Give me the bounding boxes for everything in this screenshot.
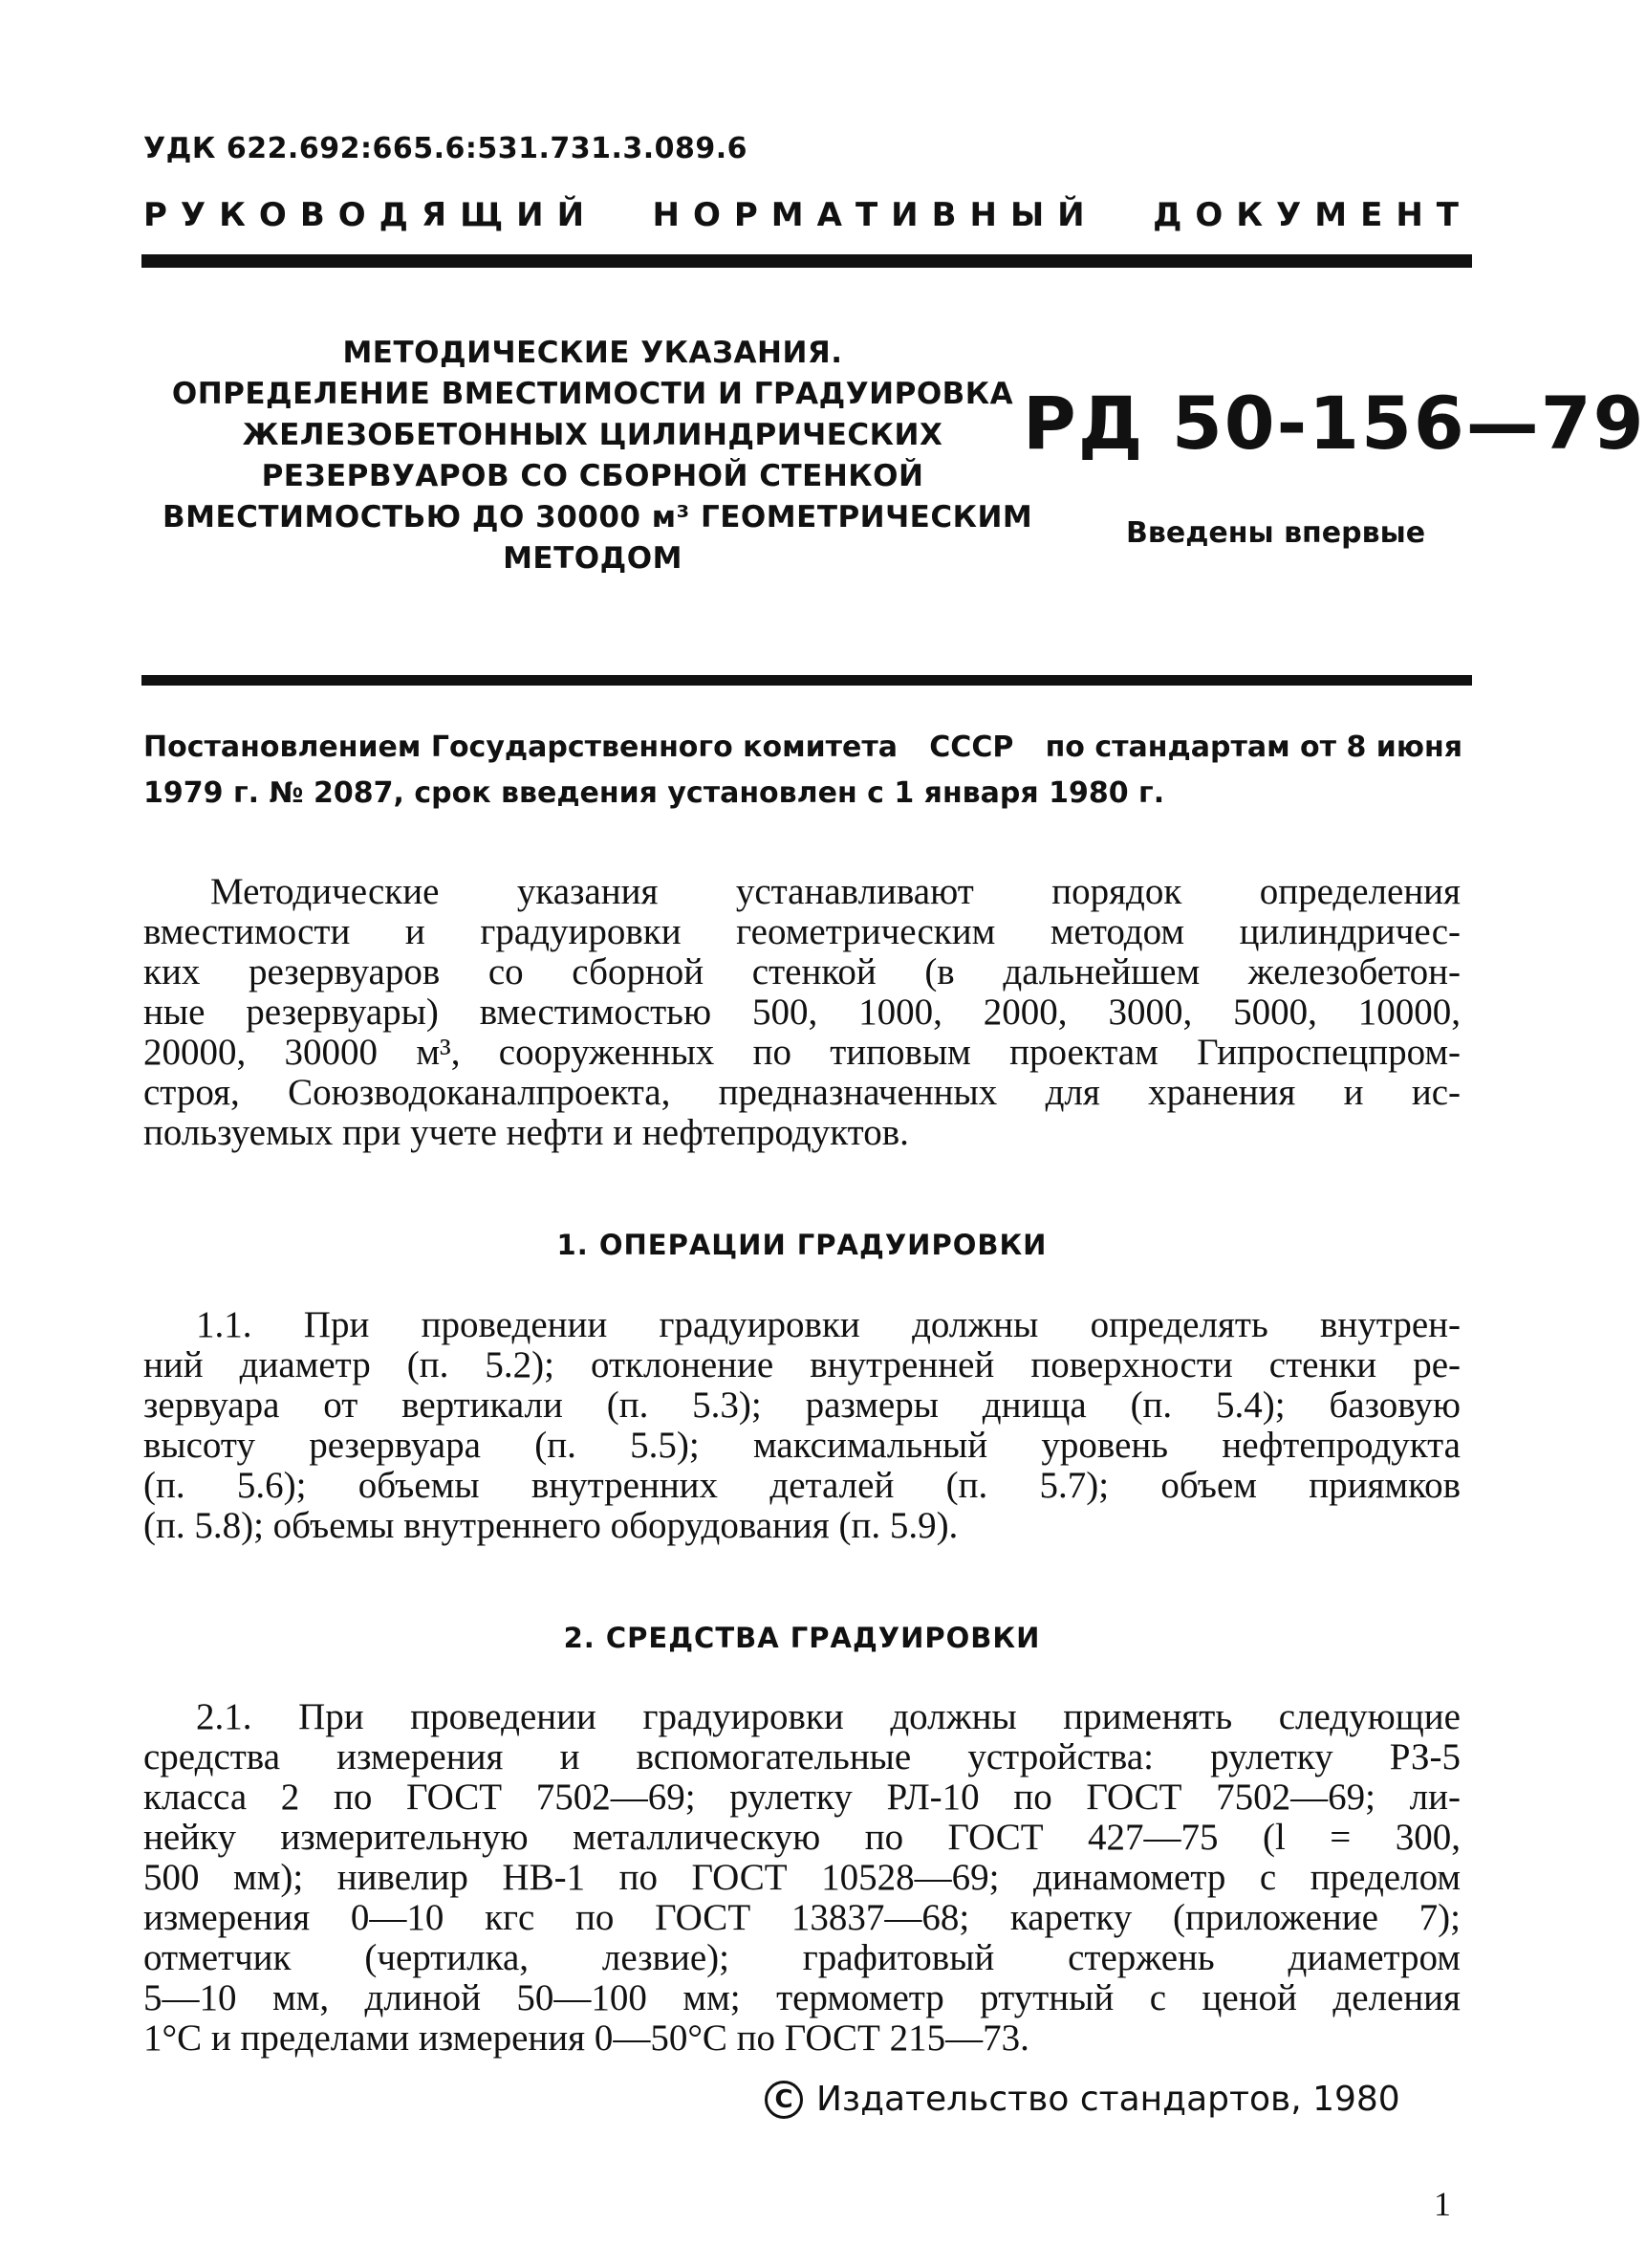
series-word-1: РУКОВОДЯЩИЙ bbox=[143, 196, 598, 234]
title-line: ВМЕСТИМОСТЬЮ ДО 30000 м³ ГЕОМЕТРИЧЕСКИМ bbox=[162, 500, 1033, 534]
title-line: МЕТОДИЧЕСКИЕ УКАЗАНИЯ. bbox=[342, 336, 843, 370]
paragraph-line: (п. 5.8); объемы внутреннего оборудования (п. 5.9). bbox=[143, 1505, 959, 1546]
section-2-paragraph bbox=[143, 1697, 1461, 2059]
title-line: ЖЕЛЕЗОБЕТОННЫХ ЦИЛИНДРИЧЕСКИХ bbox=[242, 418, 943, 452]
middle-rule bbox=[141, 675, 1472, 686]
series-word-2: НОРМАТИВНЫЙ bbox=[652, 196, 1098, 234]
paragraph-line: нейку измерительную металлическую по ГОСТ 427—75 (l = 300, bbox=[143, 1817, 1461, 1858]
title-line: МЕТОДОМ bbox=[503, 541, 682, 576]
intro-paragraph bbox=[143, 872, 1461, 1153]
paragraph-line: вместимости и градуировки геометрическим методом цилиндричес- bbox=[143, 911, 1461, 952]
paragraph-line: Методические указания устанавливают порядок определения bbox=[210, 871, 1461, 912]
paragraph-line: 1.1. При проведении градуировки должны определять внутрен- bbox=[196, 1304, 1461, 1345]
publisher-name: Издательство стандартов, 1980 bbox=[816, 2080, 1400, 2119]
paragraph-line: пользуемых при учете нефти и нефтепродуктов. bbox=[143, 1112, 909, 1153]
title-line: РЕЗЕРВУАРОВ СО СБОРНОЙ СТЕНКОЙ bbox=[261, 459, 924, 493]
udc-code: УДК 622.692:665.6:531.731.3.089.6 bbox=[143, 132, 748, 165]
paragraph-line: отметчик (чертилка, лезвие); графитовый стержень диаметром bbox=[143, 1937, 1461, 1978]
page-number: 1 bbox=[1434, 2185, 1451, 2223]
paragraph-line: 20000, 30000 м³, сооруженных по типовым проектам Гипроспецпром- bbox=[143, 1032, 1461, 1073]
paragraph-line: 2.1. При проведении градуировки должны применять следующие bbox=[196, 1696, 1461, 1737]
paragraph-line: зервуара от вертикали (п. 5.3); размеры днища (п. 5.4); базовую bbox=[143, 1385, 1461, 1426]
decree-text bbox=[143, 725, 1462, 817]
document-code: РД 50-156—79 bbox=[1023, 381, 1646, 466]
decree-part: СССР bbox=[929, 731, 1014, 764]
paragraph-line: средства измерения и вспомогательные устройства: рулетку РЗ-5 bbox=[143, 1736, 1461, 1777]
top-rule bbox=[141, 254, 1472, 268]
paragraph-line: 1°С и пределами измерения 0—50°С по ГОСТ 215—73. bbox=[143, 2017, 1029, 2059]
section-1-paragraph bbox=[143, 1305, 1461, 1546]
paragraph-line: ний диаметр (п. 5.2); отклонение внутренней поверхности стенки ре- bbox=[143, 1344, 1461, 1385]
section-2-heading: 2. СРЕДСТВА ГРАДУИРОВКИ bbox=[563, 1622, 1041, 1654]
copyright-icon: C bbox=[765, 2081, 803, 2119]
title-line: ОПРЕДЕЛЕНИЕ ВМЕСТИМОСТИ И ГРАДУИРОВКА bbox=[171, 377, 1014, 411]
paragraph-line: класса 2 по ГОСТ 7502—69; рулетку РЛ-10 по ГОСТ 7502—69; ли- bbox=[143, 1777, 1461, 1818]
publisher-line bbox=[765, 2080, 1400, 2119]
paragraph-line: строя, Союзводоканалпроекта, предназначенных для хранения и ис- bbox=[143, 1072, 1461, 1113]
paragraph-line: ные резервуары) вместимостью 500, 1000, 2000, 3000, 5000, 10000, bbox=[143, 992, 1461, 1033]
document-series bbox=[143, 196, 1472, 234]
series-word-3: ДОКУМЕНТ bbox=[1153, 196, 1472, 234]
decree-part: по стандартам от 8 июня bbox=[1045, 731, 1462, 764]
decree-line-1 bbox=[143, 725, 1462, 771]
decree-part: Постановлением Государственного комитета bbox=[143, 731, 899, 764]
paragraph-line: (п. 5.6); объемы внутренних деталей (п. 5.7); объем приямков bbox=[143, 1465, 1461, 1506]
section-1-heading: 1. ОПЕРАЦИИ ГРАДУИРОВКИ bbox=[556, 1229, 1048, 1261]
document-title bbox=[162, 333, 1033, 579]
paragraph-line: 5—10 мм, длиной 50—100 мм; термометр ртутный с ценой деления bbox=[143, 1977, 1461, 2018]
paragraph-line: высоту резервуара (п. 5.5); максимальный уровень нефтепродукта bbox=[143, 1425, 1461, 1466]
decree-line-2: 1979 г. № 2087, срок введения установлен с 1 января 1980 г. bbox=[143, 776, 1165, 810]
paragraph-line: ких резервуаров со сборной стенкой (в дальнейшем железобетон- bbox=[143, 951, 1461, 992]
paragraph-line: измерения 0—10 кгс по ГОСТ 13837—68; каретку (приложение 7); bbox=[143, 1897, 1461, 1938]
paragraph-line: 500 мм); нивелир НВ-1 по ГОСТ 10528—69; динамометр с пределом bbox=[143, 1857, 1461, 1898]
document-status: Введены впервые bbox=[1126, 516, 1426, 550]
